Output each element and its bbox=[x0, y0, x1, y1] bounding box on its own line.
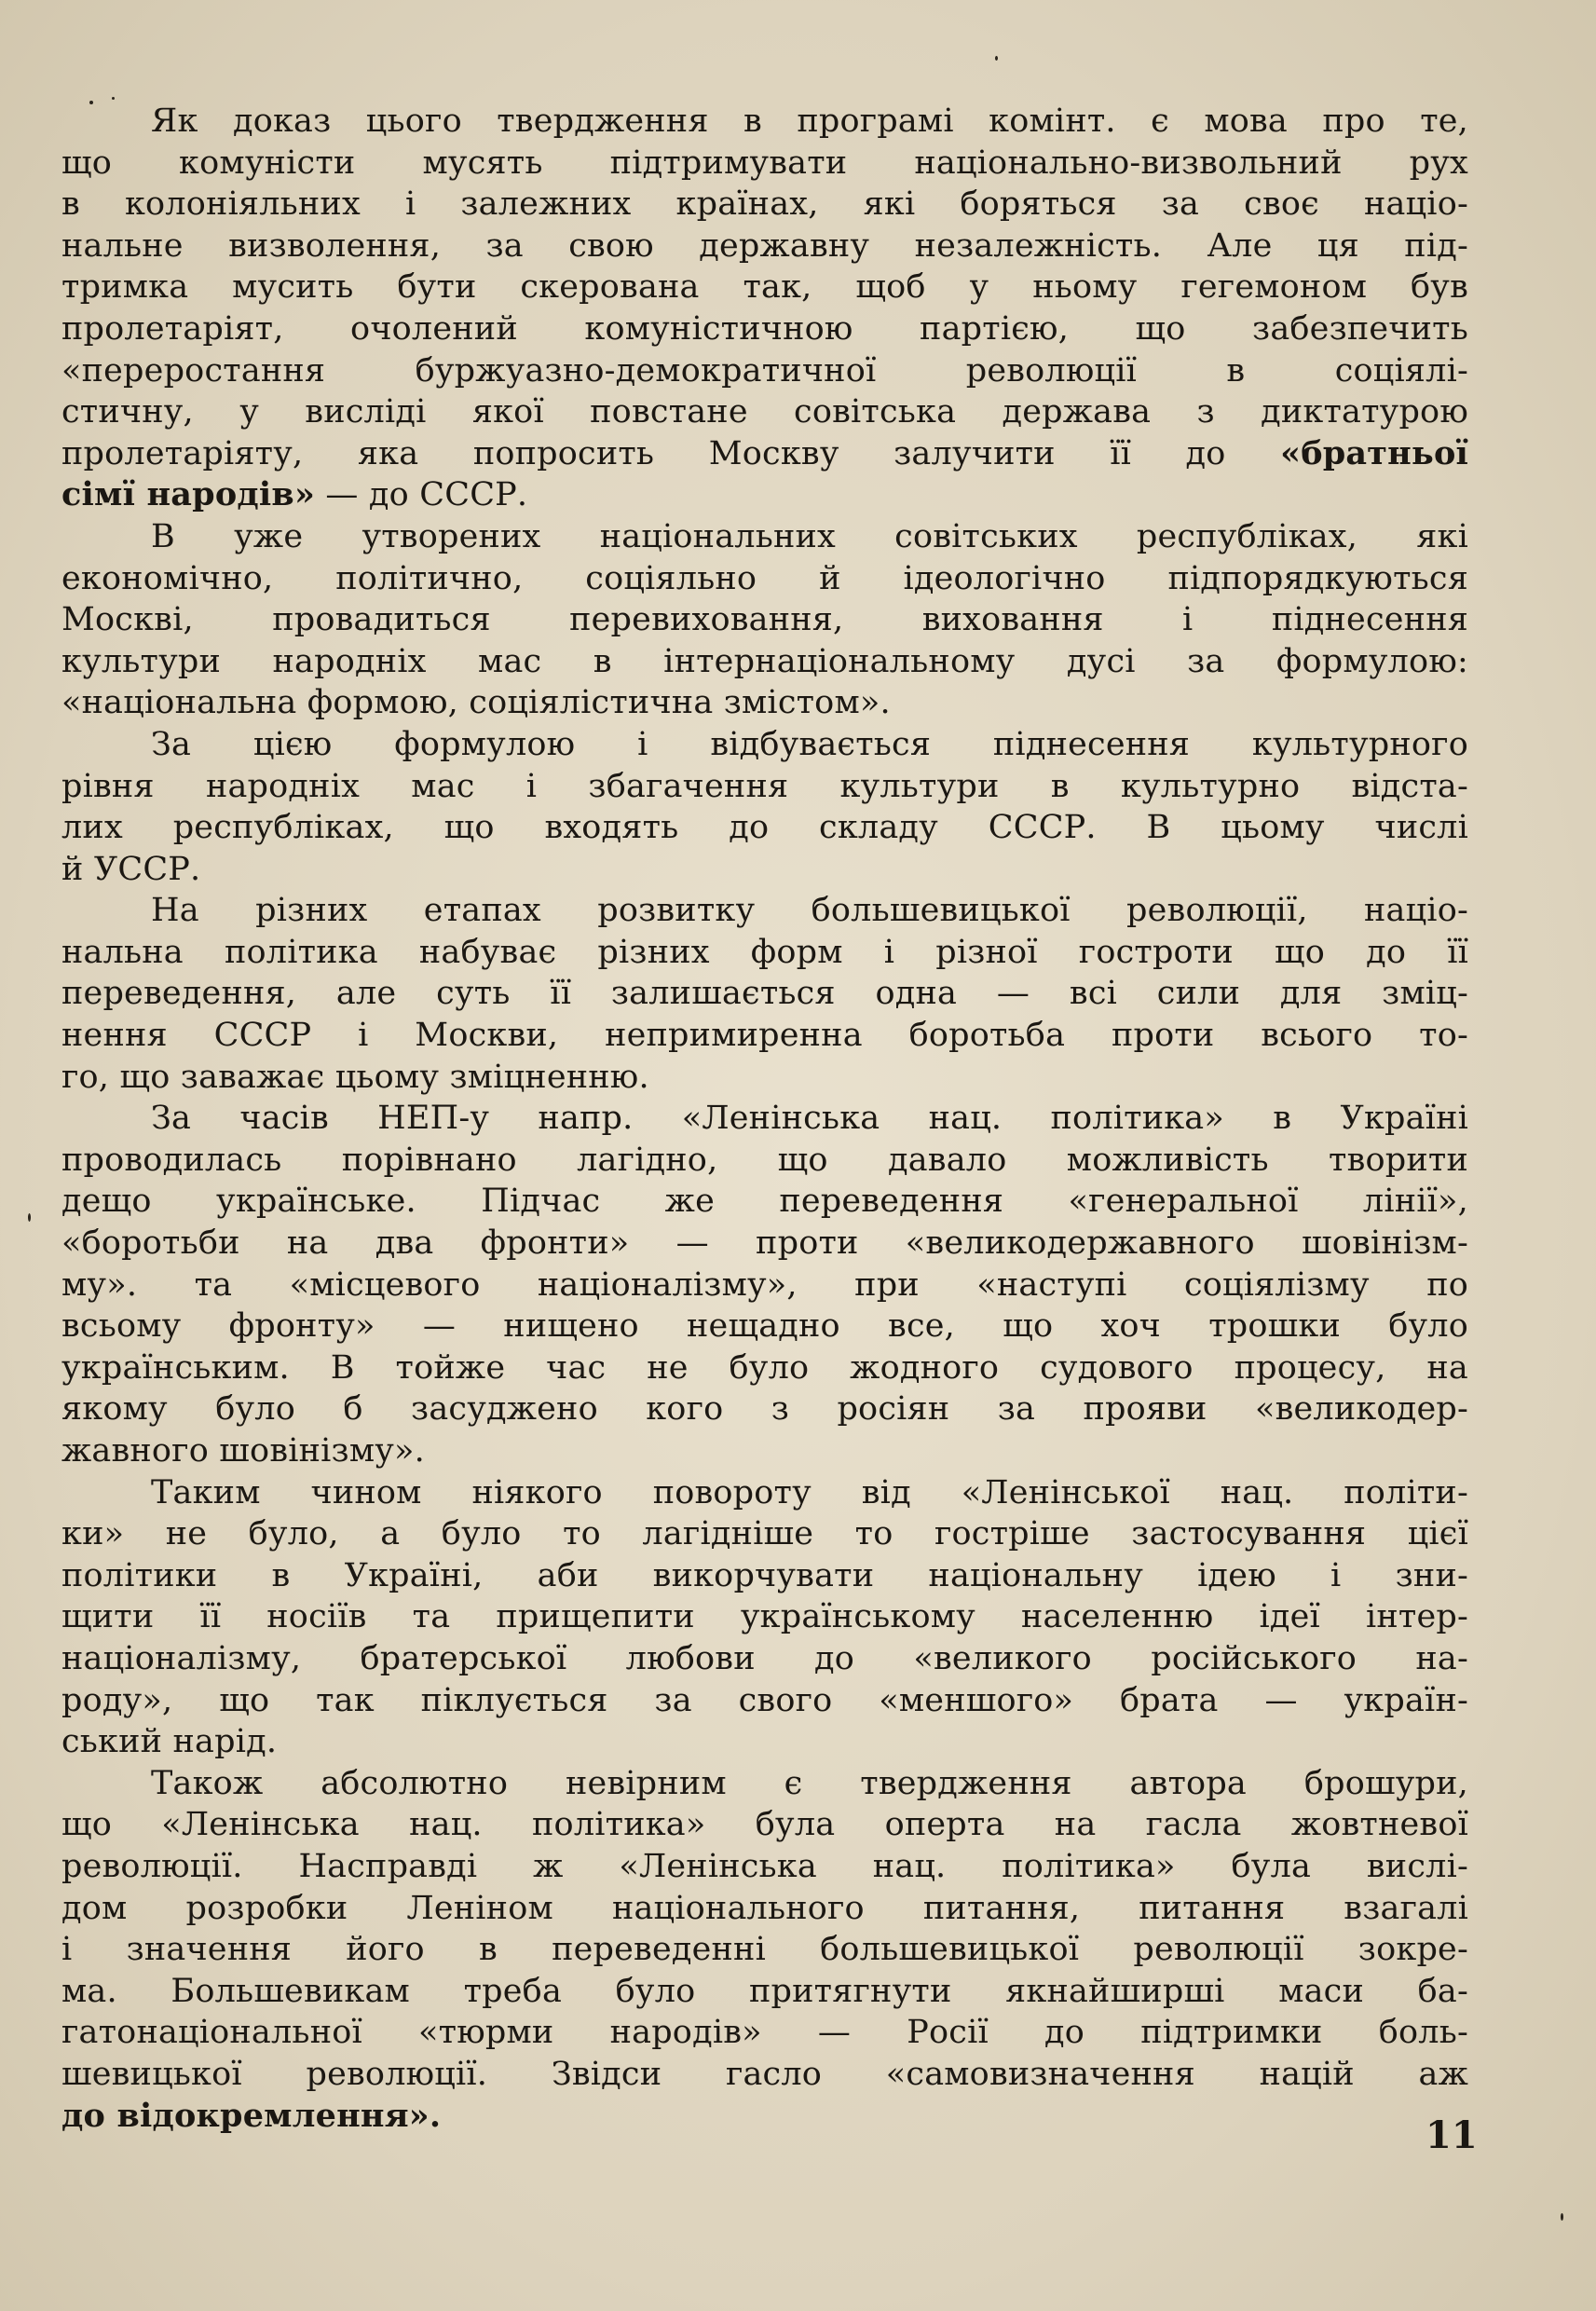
text-line: націоналізму, братерської любови до «великого російського на- bbox=[61, 1639, 1468, 1677]
text-line: шевицької революції. Звідси гасло «самовизначення націй аж bbox=[61, 2055, 1468, 2093]
paragraph-2 bbox=[61, 516, 1468, 724]
paragraph-1 bbox=[61, 101, 1468, 516]
text-line: го, що заважає цьому зміцненню. bbox=[61, 1058, 649, 1096]
text-line: до відокремлення». bbox=[61, 2096, 442, 2135]
text-line: переведення, але суть її залишається одна — всі сили для зміц- bbox=[61, 975, 1468, 1013]
text-line: За цією формулою і відбувається піднесення культурного bbox=[151, 725, 1468, 763]
print-speck bbox=[112, 97, 115, 100]
text-line: сімї народів» — до СССР. bbox=[61, 475, 528, 514]
text-line: ма. Большевикам треба було притягнути якнайширші маси ба- bbox=[61, 1972, 1468, 2010]
text-line: За часів НЕП-у напр. «Ленінська нац. політика» в Україні bbox=[151, 1100, 1468, 1138]
text-line: Як доказ цього твердження в програмі комінт. є мова про те, bbox=[151, 103, 1468, 140]
print-speck bbox=[995, 56, 998, 61]
text-line: пролетаріят, очолений комуністичною партією, що забезпечить bbox=[61, 309, 1468, 348]
text-line: якому було б засуджено кого з росіян за прояви «великодер- bbox=[61, 1390, 1468, 1429]
text-line: всьому фронту» — нищено нещадно все, що хоч трошки було bbox=[61, 1307, 1468, 1346]
text-line: дещо українське. Підчас же переведення «генеральної лінії», bbox=[61, 1183, 1468, 1221]
bold-text: сімї народів» bbox=[61, 475, 316, 514]
text-line: дом розробки Леніном національного питання, питання взагалі bbox=[61, 1889, 1468, 1927]
print-speck bbox=[28, 1213, 31, 1222]
text-line: жавного шовінізму». bbox=[61, 1432, 425, 1470]
text-line: Таким чином ніякого повороту від «Ленінської нац. політи- bbox=[151, 1473, 1468, 1511]
text-line: гатонаціональної «тюрми народів» — Росії до підтримки боль- bbox=[61, 2014, 1468, 2052]
paragraph-3 bbox=[61, 724, 1468, 890]
text-line: економічно, політично, соціяльно й ідеологічно підпорядкуються bbox=[61, 559, 1468, 597]
bold-text: «братньої bbox=[1280, 433, 1468, 472]
text-line: культури народніх мас в інтернаціональному дусі за формулою: bbox=[61, 642, 1468, 680]
page-number: 11 bbox=[1425, 2113, 1478, 2157]
text-line: проводилась порівнано лагідно, що давало можливість творити bbox=[61, 1141, 1468, 1179]
text-line: Також абсолютно невірним є твердження автора брошури, bbox=[151, 1764, 1468, 1802]
text-line: «боротьби на два фронти» — проти «великодержавного шовінізм- bbox=[61, 1224, 1468, 1263]
text-line: стичну, у висліді якої повстане совітська держава з диктатурою bbox=[61, 393, 1468, 431]
text-line: і значення його в переведенні большевицької революції зокре- bbox=[61, 1931, 1468, 1969]
text-line: В уже утворених національних совітських республіках, які bbox=[151, 517, 1468, 555]
text-line: революції. Насправді ж «Ленінська нац. політика» була вислі- bbox=[61, 1847, 1468, 1885]
text-line: що комуністи мусять підтримувати національно-визвольний рух bbox=[61, 144, 1468, 182]
paragraph-7 bbox=[61, 1763, 1468, 2137]
paragraph-5 bbox=[61, 1098, 1468, 1471]
text-line: лих республіках, що входять до складу СССР. В цьому числі bbox=[61, 809, 1468, 847]
text-line: нальне визволення, за свою державну незалежність. Але ця під- bbox=[61, 226, 1468, 265]
text-line: в колоніяльних і залежних країнах, які боряться за своє націо- bbox=[61, 185, 1468, 224]
text-line: пролетаріяту, яка попросить Москву залучити її до «братньої bbox=[61, 433, 1468, 472]
text-line: На різних етапах розвитку большевицької революції, націо- bbox=[151, 892, 1468, 930]
text-line: ський нарід. bbox=[61, 1723, 278, 1761]
text-line: рівня народніх мас і збагачення культури в культурно відста- bbox=[61, 767, 1468, 805]
text-line: політики в Україні, аби викорчувати національну ідею і зни- bbox=[61, 1556, 1468, 1594]
text-line: й УССР. bbox=[61, 850, 201, 888]
print-speck bbox=[1561, 2213, 1563, 2221]
text-line: нальна політика набуває різних форм і різної гостроти що до її bbox=[61, 933, 1468, 971]
text-line: Москві, провадиться перевиховання, виховання і піднесення bbox=[61, 601, 1468, 639]
text-line: «переростання буржуазно-демократичної революції в соціялі- bbox=[61, 351, 1468, 390]
text-line: тримка мусить бути скерована так, щоб у ньому гегемоном був bbox=[61, 268, 1468, 307]
paragraph-6 bbox=[61, 1472, 1468, 1763]
text-line: українським. В тойже час не було жодного судового процесу, на bbox=[61, 1348, 1468, 1387]
text-line: роду», що так піклується за свого «меншого» брата — україн- bbox=[61, 1681, 1468, 1719]
paragraph-4 bbox=[61, 890, 1468, 1098]
text-line: що «Ленінська нац. політика» була оперта на гасла жовтневої bbox=[61, 1806, 1468, 1844]
text-line: нення СССР і Москви, непримиренна боротьба проти всього то- bbox=[61, 1017, 1468, 1055]
text-line: «національна формою, соціялістична змістом». bbox=[61, 684, 891, 722]
page-body bbox=[61, 101, 1468, 2137]
text-line: му». та «місцевого націоналізму», при «наступі соціялізму по bbox=[61, 1265, 1468, 1304]
print-speck bbox=[89, 101, 93, 104]
text-line: щити її носіїв та прищепити українському населенню ідеї інтер- bbox=[61, 1598, 1468, 1636]
text-line: ки» не було, а було то лагідніше то гостріше застосування цієї bbox=[61, 1515, 1468, 1553]
